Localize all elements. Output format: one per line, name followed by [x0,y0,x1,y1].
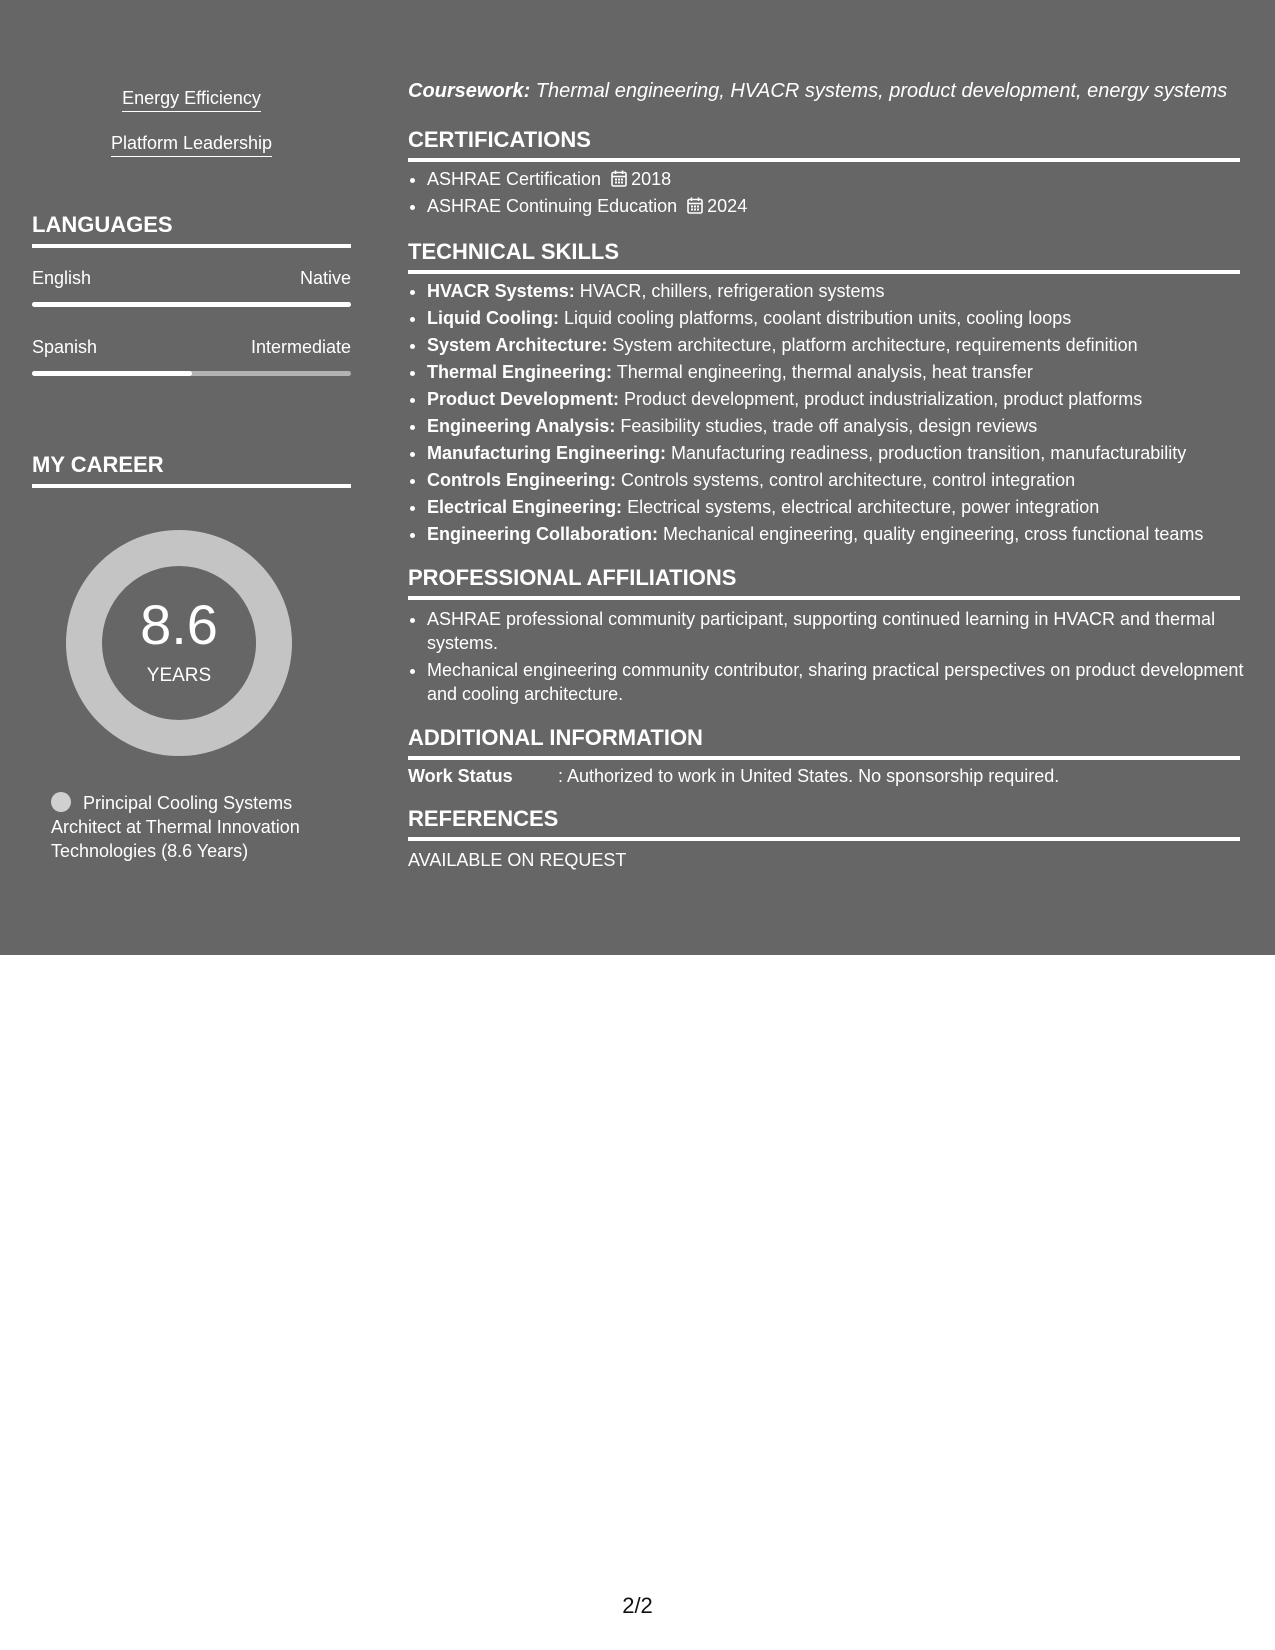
affiliation-item: • ASHRAE professional community participant, supporting continued learning in HVACR and thermal systems. [427,607,1259,655]
work-status [408,766,1059,787]
legend-dot-icon [51,792,71,812]
skill-label: Engineering Analysis: [427,416,616,436]
skill-text: Electrical systems, electrical architecture, power integration [622,497,1100,517]
skill-label: Manufacturing Engineering: [427,443,667,463]
language-name: English [32,268,92,288]
certifications-list [408,166,1259,220]
career-years-unit: YEARS [146,665,212,686]
certification-item [427,193,1259,220]
languages-heading: LANGUAGES [32,212,351,248]
references-text: AVAILABLE ON REQUEST [408,850,627,870]
skill-text: Mechanical engineering, quality engineering, cross functional teams [658,524,1204,544]
skill-tag [32,88,351,112]
skill-label: Thermal Engineering: [427,362,613,382]
additional-info-heading: ADDITIONAL INFORMATION [408,725,1240,760]
references-heading: REFERENCES [408,806,1240,841]
skill-item [427,440,1259,467]
skill-label: Controls Engineering: [427,470,616,490]
certification-name: ASHRAE Certification [427,169,602,189]
certification-year: 2024 [707,196,748,216]
certification-name: ASHRAE Continuing Education [427,196,678,216]
skill-item [427,467,1259,494]
skill-item [427,386,1259,413]
skill-label: Engineering Collaboration: [427,524,659,544]
language-item [32,268,351,307]
skill-label: System Architecture: [427,335,608,355]
skill-item [427,413,1259,440]
skill-text: Liquid cooling platforms, coolant distribution units, cooling loops [558,308,1072,328]
affiliations-list [408,607,1259,709]
skill-tag-label: Energy Efficiency [122,88,261,112]
skill-text: Manufacturing readiness, production transition, manufacturability [666,443,1187,463]
proficiency-fill [32,302,351,307]
affiliation-item: • Mechanical engineering community contributor, sharing practical perspectives on product development and cooling architecture. [427,658,1259,706]
proficiency-fill [32,371,192,376]
language-proficiency-bar [32,302,351,307]
skill-tag-label: Platform Leadership [111,133,272,157]
skill-text: Thermal engineering, thermal analysis, heat transfer [612,362,1033,382]
page-number: 2/2 [622,1593,653,1618]
skill-item [427,332,1259,359]
skill-label: Electrical Engineering: [427,497,623,517]
skill-item [427,278,1259,305]
technical-skills-heading: TECHNICAL SKILLS [408,239,1240,274]
career-legend-text: Principal Cooling Systems Architect at Thermal Innovation Technologies (8.6 Years) [51,793,300,861]
coursework-label: Coursework: [408,80,531,102]
work-status-label: Work Status [408,766,513,786]
certification-item [427,166,1259,193]
career-years-value: 8.6 [140,593,218,656]
skill-text: Feasibility studies, trade off analysis, design reviews [615,416,1038,436]
skill-label: Product Development: [427,389,620,409]
skill-text: Controls systems, control architecture, control integration [616,470,1076,490]
certification-year: 2018 [631,169,672,189]
career-legend-item [51,791,321,863]
skill-text: HVACR, chillers, refrigeration systems [574,281,885,301]
skill-item [427,305,1259,332]
skill-tag [32,133,351,157]
calendar-icon [611,170,627,187]
skill-label: HVACR Systems: [427,281,575,301]
coursework [408,80,1227,103]
affiliations-heading: PROFESSIONAL AFFILIATIONS [408,565,1240,600]
language-item [32,337,351,376]
language-level: Intermediate [250,337,351,357]
skill-item [427,494,1259,521]
coursework-text: Thermal engineering, HVACR systems, product development, energy systems [530,80,1228,102]
skill-text: Product development, product industrialization, product platforms [619,389,1143,409]
work-status-value: : Authorized to work in United States. No sponsorship required. [558,766,1060,786]
calendar-icon [687,197,703,214]
language-proficiency-bar [32,371,351,376]
skill-text: System architecture, platform architecture, requirements definition [607,335,1138,355]
certifications-heading: CERTIFICATIONS [408,127,1240,162]
technical-skills-list [408,278,1259,548]
language-level: Native [299,268,351,288]
career-heading: MY CAREER [32,452,351,488]
skill-item [427,359,1259,386]
language-name: Spanish [32,337,98,357]
skill-label: Liquid Cooling: [427,308,559,328]
skill-item [427,521,1259,548]
